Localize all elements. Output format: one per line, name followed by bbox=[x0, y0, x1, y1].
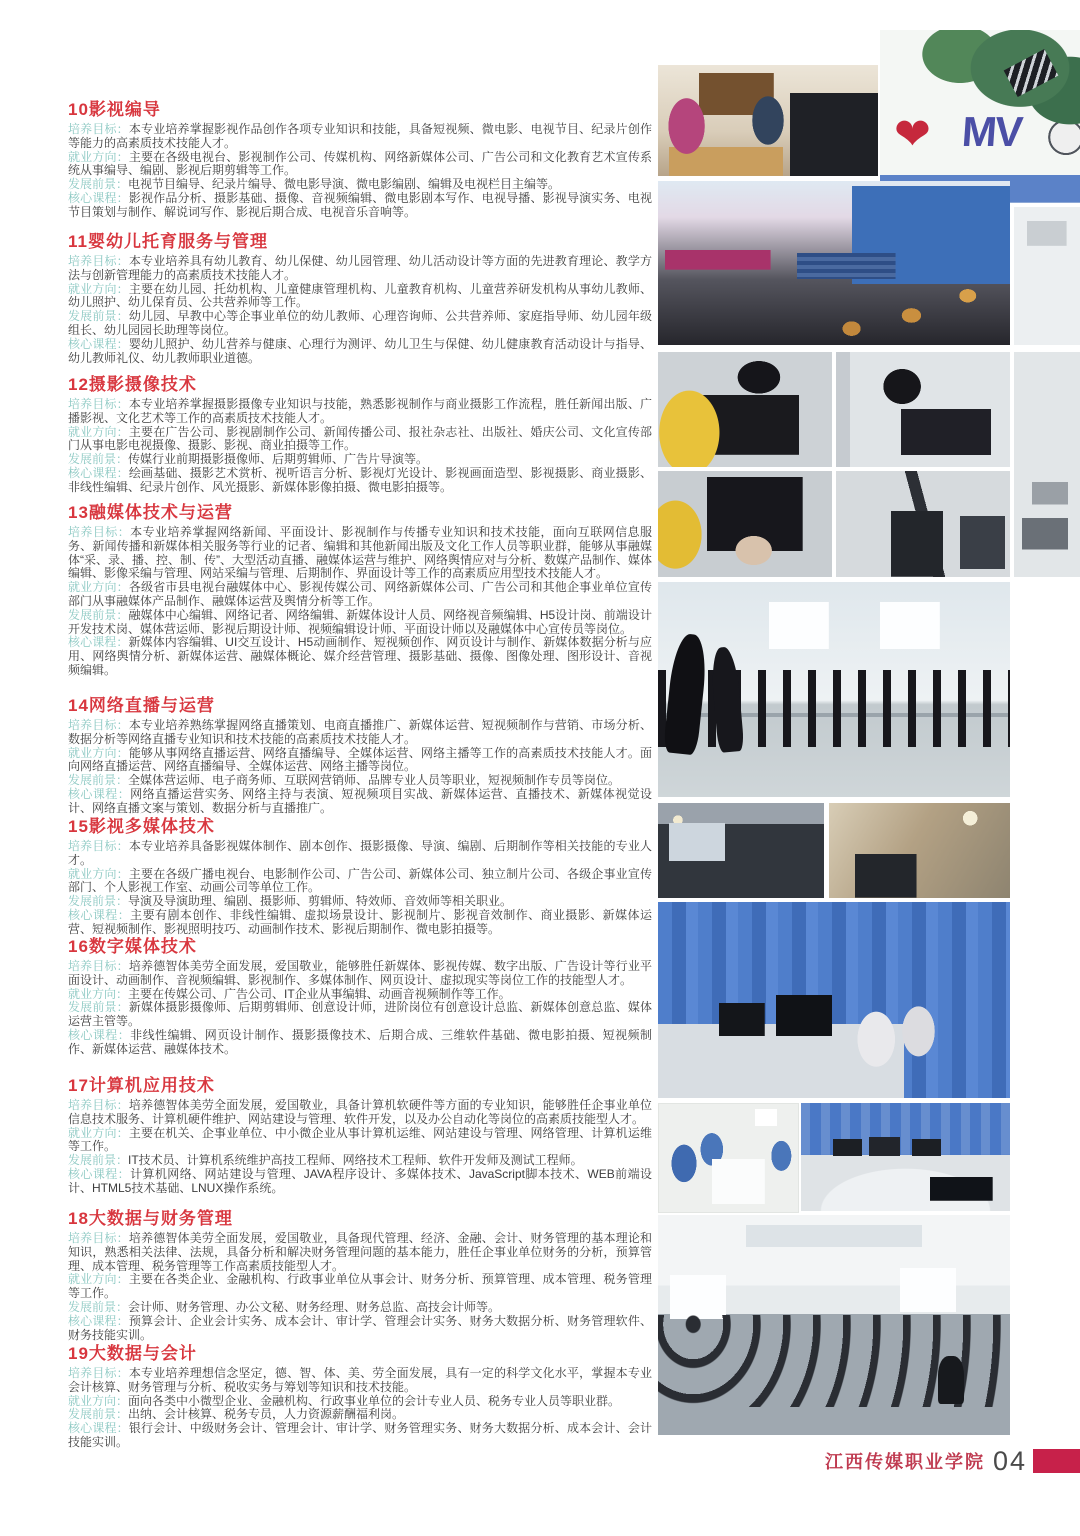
field-label: 培养目标： bbox=[68, 1098, 129, 1112]
field-label: 发展前景： bbox=[68, 452, 129, 467]
field-text: 婴幼儿照护、幼儿营养与健康、心理行为测评、幼儿卫生与保健、幼儿健康教育活动设计与指导、幼儿教师礼仪、幼儿教师职业道德。 bbox=[68, 336, 652, 365]
program-title: 18大数据与财务管理 bbox=[68, 1209, 233, 1228]
program-title: 13融媒体技术与运营 bbox=[68, 503, 233, 522]
field-label: 核心课程： bbox=[68, 336, 129, 351]
program-title: 17计算机应用技术 bbox=[68, 1076, 215, 1095]
field-label: 就业方向： bbox=[68, 866, 129, 881]
photo-collage bbox=[658, 0, 1080, 1536]
field-label: 培养目标： bbox=[68, 959, 129, 973]
field-label: 核心课程： bbox=[68, 1027, 131, 1042]
program-title: 16数字媒体技术 bbox=[68, 937, 197, 956]
field-text: 培养德智体美劳全面发展，爱国敬业，具备现代管理、经济、金融、会计、财务管理的基本理论和知识，熟悉相关法律、法规，具备分析和解决财务管理问题的基本能力，胜任企事业单位财务的分析，预算管理、成本管理、税务管理等工作高素质技能型人才。 bbox=[68, 1231, 652, 1273]
photo-edge-strip-mid bbox=[1014, 352, 1080, 577]
photo-tv-studio-audience bbox=[658, 181, 1010, 345]
field-label: 发展前景： bbox=[68, 1299, 129, 1314]
program-field bbox=[68, 310, 652, 338]
photo-cameraman-2 bbox=[836, 352, 1010, 467]
photo-cameraman-3 bbox=[658, 471, 832, 577]
program-field bbox=[68, 426, 652, 454]
program-field bbox=[68, 895, 652, 909]
photo-cameraman-1 bbox=[658, 352, 832, 467]
photo-interview-studio bbox=[658, 65, 878, 176]
field-text: 面向各类中小微型企业、金融机构、行政事业单位的会计专业人员、税务专业人员等职业群。 bbox=[128, 1393, 621, 1408]
program-field bbox=[68, 868, 652, 896]
program-field bbox=[68, 151, 652, 179]
program-field bbox=[68, 909, 652, 937]
field-text: 本专业培养理想信念坚定，德、智、体、美、劳全面发展，具有一定的科学文化水平，掌握本专业会计核算、财务管理与分析、税收实务与筹划等知识和技术技能。 bbox=[68, 1366, 652, 1394]
photo-dance-studio bbox=[658, 582, 1010, 797]
program-field bbox=[68, 467, 652, 495]
field-text: 主要在机关、企事业单位、中小微企业从事计算机运维、网站建设与管理、网络管理、计算机运维等工作。 bbox=[68, 1125, 652, 1154]
page-number: 04 bbox=[992, 1445, 1027, 1476]
program-title: 15影视多媒体技术 bbox=[68, 817, 215, 836]
field-label: 就业方向： bbox=[68, 281, 129, 296]
field-label: 培养目标： bbox=[68, 1366, 129, 1380]
field-text: 新媒体内容编辑、UI交互设计、H5动画制作、短视频创作、网页设计与制作、新媒体数据分析与应用、网络舆情分析、新媒体运营、融媒体概论、媒介经营管理、摄影基础、摄像、图像处理、图形设计、音视频编辑。 bbox=[68, 635, 652, 677]
field-text: 主要在广告公司、影视剧制作公司、新闻传播公司、报社杂志社、出版社、婚庆公司、文化宣传部门从事电影电视摄像、摄影、影视、商业拍摄等工作。 bbox=[68, 424, 652, 453]
program-section-14 bbox=[68, 696, 652, 816]
field-label: 发展前景： bbox=[68, 773, 129, 788]
program-field bbox=[68, 960, 652, 988]
program-field bbox=[68, 283, 652, 311]
program-field bbox=[68, 178, 652, 192]
page-footer bbox=[520, 1446, 1080, 1476]
field-text: 新媒体摄影摄像师、后期剪辑师、创意设计师，进阶岗位有创意设计总监、新媒体创意总监、媒体运营主管等。 bbox=[68, 1000, 652, 1029]
field-label: 就业方向： bbox=[68, 1125, 129, 1140]
field-label: 就业方向： bbox=[68, 149, 129, 164]
program-field bbox=[68, 1099, 652, 1127]
field-text: 本专业培养熟练掌握网络直播策划、电商直播推广、新媒体运营、短视频制作与营销、市场分析、数据分析等网络直播专业知识和技术技能的高素质技术技能人才。 bbox=[68, 718, 652, 746]
program-field bbox=[68, 636, 652, 677]
field-label: 核心课程： bbox=[68, 1421, 129, 1436]
field-text: 能够从事网络直播运营、网络直播编导、全媒体运营、网络主播等工作的高素质技术技能人才。面向网络直播运营、网络直播编导、全媒体运营、网络主播等岗位。 bbox=[68, 745, 652, 774]
field-text: 各级省市县电视台融媒体中心、影视传媒公司、网络新媒体公司、广告公司和其他企事业单位宣传部门从事融媒体产品制作、融媒体运营及舆情分析等工作。 bbox=[68, 580, 652, 608]
sculpture-heart-shape: ❤ bbox=[894, 110, 931, 160]
field-text: 培养德智体美劳全面发展，爱国敬业，能够胜任新媒体、影视传媒、数字出版、广告设计等行业平面设计、动画制作、音视频编辑、影视制作、多媒体制作、网页设计、虚拟现实等岗位工作的技能型人才。 bbox=[68, 959, 652, 987]
field-label: 培养目标： bbox=[68, 839, 129, 853]
program-field bbox=[68, 609, 652, 637]
field-text: 非线性编辑、网页设计制作、摄影摄像技术、后期合成、三维软件基础、微电影拍摄、短视频制作、新媒体运营、融媒体技术。 bbox=[68, 1027, 652, 1056]
field-text: 电视节目编导、纪录片编导、微电影导演、微电影编剧、编辑及电视栏目主编等。 bbox=[128, 177, 561, 192]
field-text: 传媒行业前期摄影摄像师、后期剪辑师、广告片导演等。 bbox=[128, 452, 429, 467]
field-label: 发展前景： bbox=[68, 177, 129, 192]
program-field bbox=[68, 398, 652, 426]
field-text: 会计师、财务管理、办公文秘、财务经理、财务总监、高技会计师等。 bbox=[128, 1299, 501, 1314]
sculpture-letters: MV bbox=[960, 108, 1023, 156]
program-field bbox=[68, 719, 652, 747]
program-section-10 bbox=[68, 100, 652, 220]
field-text: 主要在各类企业、金融机构、行政事业单位从事会计、财务分析、预算管理、成本管理、税务管理等工作。 bbox=[68, 1272, 652, 1301]
program-field bbox=[68, 1154, 652, 1168]
program-section-15 bbox=[68, 817, 652, 937]
field-text: 银行会计、中级财务会计、管理会计、审计学、财务管理实务、财务大数据分析、成本会计、会计技能实训。 bbox=[68, 1421, 652, 1449]
field-text: 全媒体营运师、电子商务师、互联网营销师、品牌专业人员等职业，短视频制作专员等岗位。 bbox=[128, 773, 621, 788]
field-text: 本专业培养具备影视媒体制作、剧本创作、摄影摄像、导演、编剧、后期制作等相关技能的专业人才。 bbox=[68, 839, 652, 867]
program-field bbox=[68, 338, 652, 366]
photo-equipment-training bbox=[658, 1103, 799, 1213]
field-text: 本专业培养具有幼儿教育、幼儿保健、幼儿园管理、幼儿活动设计等方面的先进教育理论、教学方法与创新管理能力的高素质技术技能人才。 bbox=[68, 254, 652, 282]
field-text: 影视作品分析、摄影基础、摄像、音视频编辑、微电影剧本写作、电视导播、影视导演实务、电视节目策划与制作、解说词写作、影视后期合成、电视音乐音响等。 bbox=[68, 190, 652, 219]
field-label: 培养目标： bbox=[68, 254, 129, 268]
program-field bbox=[68, 747, 652, 775]
field-label: 核心课程： bbox=[68, 786, 131, 801]
field-text: 本专业培养掌握网络新闻、平面设计、影视制作与传播专业知识和技术技能，面向互联网信息服务、新闻传播和新媒体相关服务等行业的记者、编辑和其他新闻出版及文化工作人员等职业群，能够从事融媒体“采、录、播、控、制、传”、大型活动直播、融媒体运营与维护、网络舆情应对与分析、数媒产品制作、媒体编辑、影像采编与管理、网站采编与管理、后期制作、界面设计等工作的高素质应用型技术技能人才。 bbox=[68, 525, 652, 581]
program-section-18 bbox=[68, 1209, 652, 1342]
field-text: 计算机网络、网站建设与管理、JAVA程序设计、多媒体技术、JavaScript脚本技术、WEB前端设计、HTML5技术基础、LNUX操作系统。 bbox=[68, 1166, 652, 1195]
field-text: 主要在传媒公司、广告公司、IT企业从事编辑、动画音视频制作等工作。 bbox=[128, 986, 511, 1001]
program-field bbox=[68, 774, 652, 788]
program-field bbox=[68, 1367, 652, 1395]
photo-control-room bbox=[801, 1103, 1010, 1211]
program-field bbox=[68, 1301, 652, 1315]
field-text: 绘画基础、摄影艺术赏析、视听语言分析、影视灯光设计、影视画面造型、影视摄影、商业摄影、非线性编辑、纪录片创作、风光摄影、新媒体影像拍摄、微电影拍摄等。 bbox=[68, 465, 652, 494]
field-text: 培养德智体美劳全面发展，爱国敬业，具备计算机软硬件等方面的专业知识，能够胜任企事业单位信息技术服务、计算机硬件维护、网站建设与管理、软件开发，以及办公自动化等岗位的高素质技能型人才。 bbox=[68, 1098, 652, 1126]
field-label: 培养目标： bbox=[68, 1231, 129, 1245]
program-field bbox=[68, 840, 652, 868]
photo-campus-sculpture bbox=[880, 30, 1080, 203]
field-label: 核心课程： bbox=[68, 1166, 131, 1181]
program-field bbox=[68, 192, 652, 220]
field-label: 核心课程： bbox=[68, 190, 129, 205]
field-label: 就业方向： bbox=[68, 986, 129, 1001]
program-field bbox=[68, 453, 652, 467]
field-text: 融媒体中心编辑、网络记者、网络编辑、新媒体设计人员、网络视音频编辑、H5设计岗、前端设计开发技术岗、媒体营运师、影视后期设计师、视频编辑设计师、平面设计师以及融媒体中心宣传员等岗位。 bbox=[68, 607, 652, 636]
field-text: 网络直播运营实务、网络主持与表演、短视频项目实战、新媒体运营、直播技术、新媒体视觉设计、网络直播文案与策划、数据分析与直播推广。 bbox=[68, 786, 652, 815]
photo-living-room-set bbox=[829, 803, 1010, 898]
field-text: 出纳、会计核算、税务专员，人力资源薪酬福利岗。 bbox=[128, 1407, 405, 1422]
program-title: 10影视编导 bbox=[68, 100, 161, 119]
program-title: 19大数据与会计 bbox=[68, 1344, 197, 1363]
program-field bbox=[68, 255, 652, 283]
photo-cameraman-4 bbox=[836, 471, 1010, 577]
field-text: 幼儿园、早教中心等企事业单位的幼儿教师、心理咨询师、公共营养师、家庭指导师、幼儿园年级组长、幼儿园园长助理等岗位。 bbox=[68, 309, 652, 337]
field-text: 主要有剧本创作、非线性编辑、虚拟场景设计、影视制片、影视音效制作、商业摄影、新媒体运营、短视频制作、影视照明技巧、动画制作技术、影视后期制作、微电影拍摄等。 bbox=[68, 907, 652, 936]
program-title: 12摄影摄像技术 bbox=[68, 375, 197, 394]
program-field bbox=[68, 1001, 652, 1029]
photo-editing-room bbox=[658, 902, 1010, 1098]
field-text: 导演及导演助理、编剧、摄影师、剪辑师、特效师、音效师等相关职业。 bbox=[128, 894, 513, 909]
program-field bbox=[68, 123, 652, 151]
field-label: 培养目标： bbox=[68, 122, 129, 136]
field-text: 预算会计、企业会计实务、成本会计、审计学、管理会计实务、财务大数据分析、财务管理软件、财务技能实训。 bbox=[68, 1313, 652, 1342]
program-section-19 bbox=[68, 1344, 652, 1450]
program-field bbox=[68, 581, 652, 609]
field-label: 核心课程： bbox=[68, 465, 129, 480]
field-text: 主要在幼儿园、托幼机构、儿童健康管理机构、儿童教育机构、儿童营养研发机构从事幼儿教师、幼儿照护、幼儿保育员、公共营养师等工作。 bbox=[68, 281, 652, 310]
field-text: 主要在各级电视台、影视制作公司、传媒机构、网络新媒体公司、广告公司和文化教育艺术宣传系统从事编导、编剧、影视后期剪辑等工作。 bbox=[68, 149, 652, 178]
field-label: 就业方向： bbox=[68, 1272, 129, 1287]
field-label: 发展前景： bbox=[68, 1407, 129, 1422]
school-name: 江西传媒职业学院 bbox=[824, 1452, 985, 1472]
program-title: 11婴幼儿托育服务与管理 bbox=[68, 232, 268, 251]
field-label: 核心课程： bbox=[68, 907, 131, 922]
program-field bbox=[68, 1168, 652, 1196]
field-label: 就业方向： bbox=[68, 580, 129, 595]
program-field bbox=[68, 526, 652, 581]
field-label: 发展前景： bbox=[68, 607, 129, 622]
program-field bbox=[68, 1315, 652, 1343]
field-label: 培养目标： bbox=[68, 525, 131, 539]
field-label: 就业方向： bbox=[68, 1393, 129, 1408]
program-title: 14网络直播与运营 bbox=[68, 696, 215, 715]
field-label: 培养目标： bbox=[68, 718, 129, 732]
field-text: 本专业培养掌握摄影摄像专业知识与技能，熟悉影视制作与商业摄影工作流程，胜任新闻出版、广播影视、文化艺术等工作的高素质技术技能人才。 bbox=[68, 397, 652, 425]
field-text: IT技术员、计算机系统维护高技工程师、网络技术工程师、软件开发师及测试工程师。 bbox=[128, 1153, 583, 1168]
program-field bbox=[68, 788, 652, 816]
program-section-12 bbox=[68, 375, 652, 495]
field-label: 核心课程： bbox=[68, 635, 129, 650]
program-section-11 bbox=[68, 232, 652, 365]
photo-film-set bbox=[658, 803, 824, 898]
program-section-17 bbox=[68, 1076, 652, 1196]
field-label: 就业方向： bbox=[68, 424, 129, 439]
program-field bbox=[68, 1232, 652, 1273]
field-label: 核心课程： bbox=[68, 1313, 129, 1328]
photo-edge-strip-top bbox=[1014, 207, 1080, 345]
photo-classroom-lecture bbox=[658, 1215, 1010, 1435]
field-label: 发展前景： bbox=[68, 309, 129, 324]
field-label: 培养目标： bbox=[68, 397, 129, 411]
field-label: 发展前景： bbox=[68, 894, 129, 909]
program-section-13 bbox=[68, 503, 652, 678]
field-label: 发展前景： bbox=[68, 1000, 129, 1015]
program-field bbox=[68, 1127, 652, 1155]
program-field bbox=[68, 1273, 652, 1301]
footer-red-block bbox=[1033, 1449, 1080, 1473]
field-label: 发展前景： bbox=[68, 1153, 129, 1168]
program-text-column bbox=[68, 0, 652, 1536]
program-section-16 bbox=[68, 937, 652, 1057]
field-label: 就业方向： bbox=[68, 745, 129, 760]
program-field bbox=[68, 1029, 652, 1057]
field-text: 本专业培养掌握影视作品创作各项专业知识和技能，具备短视频、微电影、电视节目、纪录片创作等能力的高素质技术技能人才。 bbox=[68, 122, 652, 150]
field-text: 主要在各级广播电视台、电影制作公司、广告公司、新媒体公司、独立制片公司、各级企事业宣传部门、个人影视工作室、动画公司等单位工作。 bbox=[68, 866, 652, 895]
